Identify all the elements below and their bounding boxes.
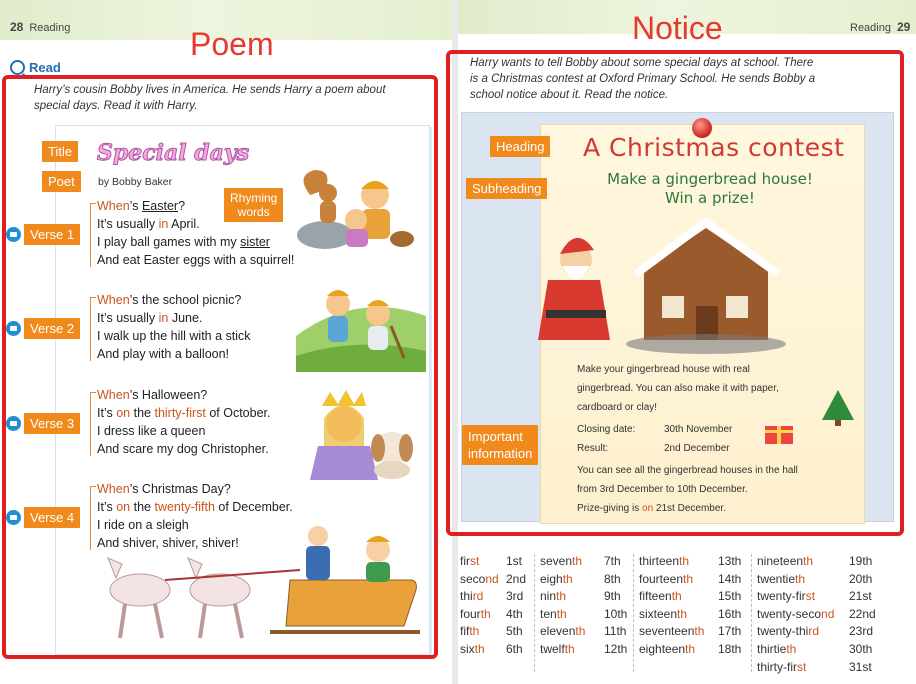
body-line: You can see all the gingerbread houses in the hall bbox=[577, 465, 798, 476]
notice-heading: A Christmas contest bbox=[583, 133, 845, 162]
text: It’s bbox=[97, 500, 117, 514]
ordinal-suffix: th bbox=[694, 624, 705, 639]
text: April. bbox=[168, 217, 200, 231]
ordinal-word: eighteenth bbox=[639, 642, 696, 656]
ordinal-suffix: th bbox=[786, 642, 797, 656]
row-value: 2nd December bbox=[664, 443, 730, 454]
read-heading bbox=[10, 60, 61, 75]
preposition: in bbox=[158, 217, 169, 231]
ordinal-suffix: th bbox=[564, 642, 575, 656]
text: ’s Christmas Day? bbox=[129, 482, 231, 496]
ordinal-suffix: th bbox=[677, 606, 688, 621]
verse-line: And scare my dog Christopher. bbox=[97, 442, 269, 456]
ordinal-suffix: rd bbox=[808, 624, 820, 639]
text: 21st December. bbox=[653, 503, 726, 514]
ordinal-number: 2nd bbox=[506, 571, 527, 586]
intro-line: is a Christmas contest at Oxford Primary School. He sends Bobby a bbox=[470, 73, 816, 85]
ordinal-number: 31st bbox=[849, 659, 872, 674]
text: the bbox=[130, 406, 155, 420]
ordinal-suffix: th bbox=[480, 606, 491, 621]
ordinal-suffix: th bbox=[556, 606, 567, 621]
ordinal-suffix: st bbox=[470, 554, 480, 568]
subheading-line: Make a gingerbread house! bbox=[607, 170, 813, 188]
text: It’s usually bbox=[97, 217, 159, 231]
ordinal-word: eleventh bbox=[540, 624, 586, 639]
left-page-number: 28 Reading bbox=[10, 20, 71, 34]
row-value: 30th November bbox=[664, 424, 733, 435]
ordinal-suffix: th bbox=[575, 624, 586, 639]
ordinal-word: twenty-fifth bbox=[154, 500, 215, 514]
ordinal-number: 8th bbox=[604, 571, 621, 586]
title-tag: Title bbox=[42, 141, 78, 162]
ordinal-number: 21st bbox=[849, 589, 872, 604]
ordinal-number: 19th bbox=[849, 554, 873, 568]
ordinal-word: sixth bbox=[460, 642, 485, 656]
poem-byline: by Bobby Baker bbox=[98, 176, 173, 188]
tag-line: Important bbox=[468, 429, 523, 444]
ordinal-word: twentieth bbox=[757, 571, 806, 586]
ordinal-word: thirty-first bbox=[757, 659, 807, 674]
verse-3-tag: Verse 3 bbox=[24, 413, 80, 434]
ordinal-word: first bbox=[460, 554, 480, 568]
verse-line: And eat Easter eggs with a squirrel! bbox=[97, 253, 295, 267]
ordinal-number: 10th bbox=[604, 606, 628, 621]
verse-line: I dress like a queen bbox=[97, 424, 206, 438]
ordinal-word: fourth bbox=[460, 606, 491, 621]
text: I play ball games with my bbox=[97, 235, 241, 249]
text: It’s usually bbox=[97, 311, 159, 325]
text: ? bbox=[178, 199, 186, 213]
ordinal-word: fifth bbox=[460, 624, 480, 639]
when-word: When bbox=[97, 482, 130, 496]
verse-line: I ride on a sleigh bbox=[97, 518, 189, 532]
ordinal-word: twenty-third bbox=[757, 624, 820, 639]
ordinal-word: twelfth bbox=[540, 642, 575, 656]
verse-line: I walk up the hill with a stick bbox=[97, 329, 251, 343]
preposition: on bbox=[642, 503, 654, 514]
ordinal-suffix: th bbox=[685, 642, 696, 656]
ordinal-number: 14th bbox=[718, 571, 742, 586]
ordinal-suffix: th bbox=[562, 571, 573, 586]
ordinal-suffix: th bbox=[679, 554, 690, 568]
ordinal-number: 4th bbox=[506, 606, 523, 621]
body-line: gingerbread. You can also make it with paper, bbox=[577, 383, 779, 394]
ordinal-suffix: th bbox=[572, 554, 583, 568]
right-page-number: Reading 29 bbox=[850, 20, 911, 34]
column-divider bbox=[633, 554, 634, 672]
text: of December. bbox=[214, 500, 293, 514]
intro-line: Harry wants to tell Bobby about some special days at school. There bbox=[470, 57, 814, 69]
notice-highlight-frame bbox=[446, 50, 904, 536]
preposition: on bbox=[116, 406, 131, 420]
ordinal-number: 15th bbox=[718, 589, 742, 604]
text: June. bbox=[168, 311, 203, 325]
rhyme-word: sister bbox=[240, 235, 270, 249]
text: ’s bbox=[129, 199, 142, 213]
ordinal-word: nineteenth bbox=[757, 554, 814, 568]
ordinal-word: thirty-first bbox=[154, 406, 206, 420]
poem-highlight-frame bbox=[2, 75, 438, 659]
subheading-tag: Subheading bbox=[466, 178, 547, 199]
ordinal-suffix: nd bbox=[821, 606, 835, 621]
notice-label: Notice bbox=[632, 10, 723, 46]
ordinal-number: 30th bbox=[849, 642, 873, 656]
ordinal-word: thirtieth bbox=[757, 642, 797, 656]
body-line: cardboard or clay! bbox=[577, 402, 658, 413]
subheading-line: Win a prize! bbox=[665, 189, 755, 207]
read-label: Read bbox=[29, 60, 61, 75]
ordinal-number: 1st bbox=[506, 554, 523, 568]
ordinal-number: 5th bbox=[506, 624, 523, 639]
tag-line: Rhyming bbox=[230, 191, 278, 205]
ordinal-numbers-table bbox=[458, 552, 916, 684]
poem-label: Poem bbox=[190, 26, 274, 62]
text: the bbox=[130, 500, 155, 514]
verse-1-tag: Verse 1 bbox=[24, 224, 80, 245]
row-label: Result: bbox=[577, 443, 609, 454]
ordinal-word: seventeenth bbox=[639, 624, 705, 639]
intro-line: special days. Read it with Harry. bbox=[34, 100, 198, 112]
ordinal-number: 3rd bbox=[506, 589, 524, 604]
intro-line: school notice about it. Read the notice. bbox=[470, 89, 669, 101]
poet-tag: Poet bbox=[42, 171, 81, 192]
ordinal-number: 23rd bbox=[849, 624, 874, 639]
verse-line: And play with a balloon! bbox=[97, 347, 230, 361]
preposition: in bbox=[158, 311, 169, 325]
ordinal-word: second bbox=[460, 571, 499, 586]
ordinal-suffix: st bbox=[805, 589, 816, 604]
magnifier-icon bbox=[10, 60, 25, 75]
ordinal-number: 12th bbox=[604, 642, 628, 656]
intro-line: Harry’s cousin Bobby lives in America. He sends Harry a poem about bbox=[34, 84, 386, 96]
heading-tag: Heading bbox=[490, 136, 550, 157]
ordinal-suffix: th bbox=[803, 554, 814, 568]
column-divider bbox=[534, 554, 535, 672]
ordinal-word: twenty-second bbox=[757, 606, 835, 621]
ordinal-suffix: th bbox=[556, 589, 567, 604]
ordinal-word: tenth bbox=[540, 606, 567, 621]
ordinal-word: thirteenth bbox=[639, 554, 690, 568]
ordinal-suffix: th bbox=[671, 589, 682, 604]
column-divider bbox=[751, 554, 752, 672]
ordinal-number: 16th bbox=[718, 606, 742, 621]
preposition: on bbox=[116, 500, 131, 514]
ordinal-word: twenty-first bbox=[757, 589, 816, 604]
ordinal-word: eighth bbox=[540, 571, 573, 586]
ordinal-suffix: th bbox=[469, 624, 480, 639]
ordinal-number: 7th bbox=[604, 554, 621, 568]
ordinal-number: 17th bbox=[718, 624, 742, 639]
ordinal-number: 13th bbox=[718, 554, 742, 568]
when-word: When bbox=[97, 293, 130, 307]
ordinal-word: sixteenth bbox=[639, 606, 688, 621]
ordinal-word: ninth bbox=[540, 589, 567, 604]
ordinal-word: third bbox=[460, 589, 484, 604]
ordinal-number: 22nd bbox=[849, 606, 876, 621]
verse-4-tag: Verse 4 bbox=[24, 507, 80, 528]
ordinal-number: 9th bbox=[604, 589, 621, 604]
ordinal-word: seventh bbox=[540, 554, 583, 568]
tag-line: information bbox=[468, 446, 533, 461]
text: Prize-giving is bbox=[577, 503, 643, 514]
ordinal-suffix: st bbox=[797, 659, 807, 674]
ordinal-suffix: rd bbox=[472, 589, 484, 604]
ordinal-word: fifteenth bbox=[639, 589, 682, 604]
ordinal-number: 20th bbox=[849, 571, 873, 586]
ordinal-suffix: th bbox=[683, 571, 694, 586]
tag-line: words bbox=[237, 205, 270, 219]
ordinal-number: 18th bbox=[718, 642, 742, 656]
text: of October. bbox=[205, 406, 271, 420]
ordinal-suffix: nd bbox=[485, 571, 499, 586]
body-line: from 3rd December to 10th December. bbox=[577, 484, 748, 495]
when-word: When bbox=[97, 199, 130, 213]
ordinal-number: 6th bbox=[506, 642, 523, 656]
text: It’s bbox=[97, 406, 117, 420]
verse-2-tag: Verse 2 bbox=[24, 318, 80, 339]
verse-line: And shiver, shiver, shiver! bbox=[97, 536, 239, 550]
poem-title: Special days bbox=[97, 140, 250, 166]
ordinal-suffix: th bbox=[795, 571, 806, 586]
rhyme-word: Easter bbox=[141, 199, 179, 213]
text: ’s the school picnic? bbox=[129, 293, 242, 307]
ordinal-suffix: th bbox=[474, 642, 485, 656]
row-label: Closing date: bbox=[577, 424, 636, 435]
ordinal-number: 11th bbox=[604, 624, 627, 639]
ordinal-word: fourteenth bbox=[639, 571, 694, 586]
body-line: Make your gingerbread house with real bbox=[577, 364, 750, 375]
text: ’s Halloween? bbox=[129, 388, 208, 402]
when-word: When bbox=[97, 388, 130, 402]
